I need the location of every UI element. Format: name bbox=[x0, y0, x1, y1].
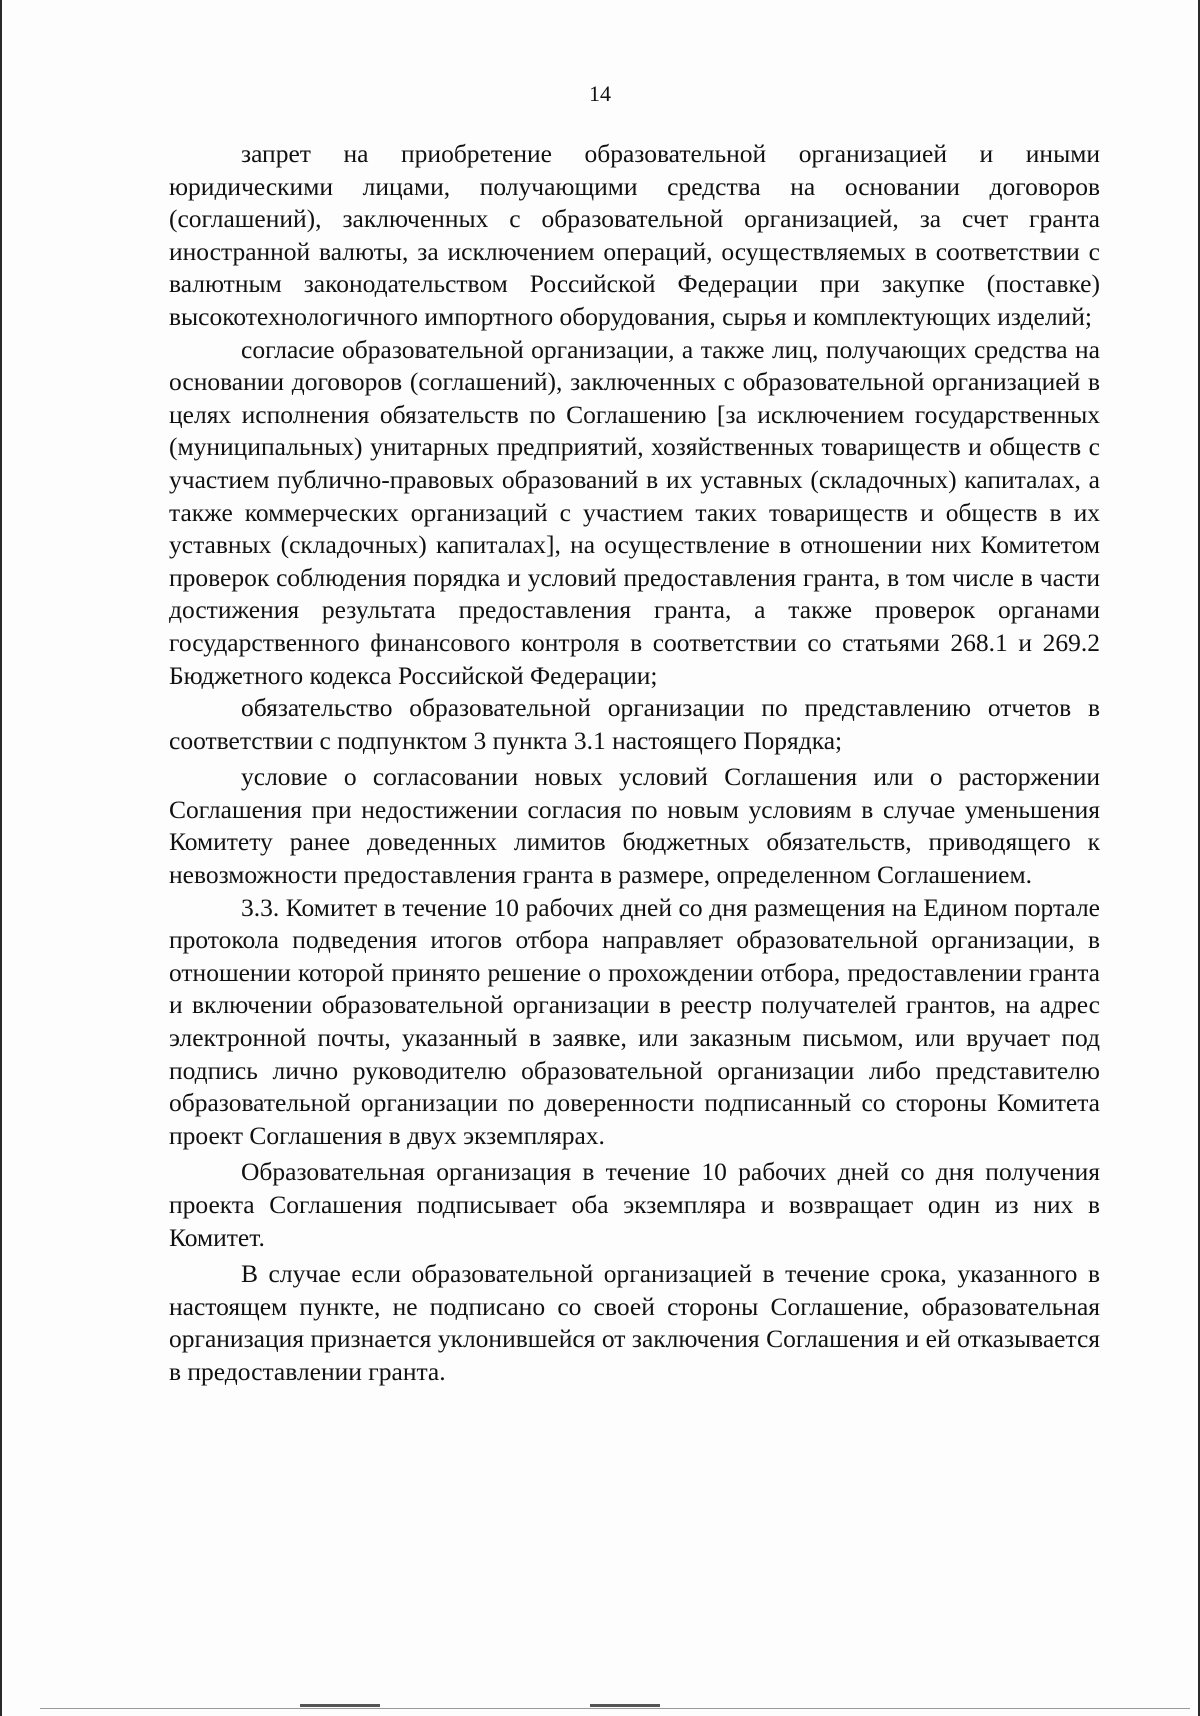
paragraph-section-3-3: 3.3. Комитет в течение 10 рабочих дней со дня размещения на Едином портале протокола подведения итогов отбора направляет образовательной организации, в отношении которой принято решение о прохождении отбора, предоставлении гранта и включении образовательной организации в реестр получателей грантов, на адрес электронной почты, указанный в заявке, или заказным письмом, или вручает под подпись лично руководителю образовательной организации либо представителю образовательной организации по доверенности подписанный со стороны Комитета проект Соглашения в двух экземплярах. bbox=[169, 892, 1100, 1150]
document-body bbox=[169, 138, 1100, 1389]
scan-bottom-line bbox=[40, 1708, 1190, 1709]
paragraph-currency-ban: запрет на приобретение образовательной организацией и иными юридическими лицами, получающими средства на основании договоров (соглашений), заключенных с образовательной организацией, за счет гранта иностранной валюты, за исключением операций, осуществляемых в соответствии с валютным законодательством Российской Федерации при закупке (поставке) высокотехнологичного импортного оборудования, сырья и комплектующих изделий; bbox=[169, 139, 1100, 331]
paragraph-reporting-obligation: обязательство образовательной организации по представлению отчетов в соответствии с подпунктом 3 пункта 3.1 настоящего Порядка; bbox=[169, 693, 1100, 755]
page-number: 14 bbox=[589, 81, 611, 106]
scan-edge-left bbox=[0, 0, 2, 1716]
scan-bottom-mark bbox=[300, 1704, 380, 1707]
scan-bottom-mark bbox=[590, 1704, 660, 1707]
paragraph-new-terms-condition: условие о согласовании новых условий Соглашения или о расторжении Соглашения при недостижении согласия по новым условиям в случае уменьшения Комитету ранее доведенных лимитов бюджетных обязательств, приводящего к невозможности предоставления гранта в размере, определенном Соглашением. bbox=[169, 762, 1100, 890]
paragraph-signing: Образовательная организация в течение 10 рабочих дней со дня получения проекта Соглашения подписывает оба экземпляра и возвращает один из них в Комитет. bbox=[169, 1157, 1100, 1252]
paragraph-evasion: В случае если образовательной организацией в течение срока, указанного в настоящем пункте, не подписано со своей стороны Соглашение, образовательная организация признается уклонившейся от заключения Соглашения и ей отказывается в предоставлении гранта. bbox=[169, 1259, 1100, 1386]
paragraph-audit-consent: согласие образовательной организации, а также лиц, получающих средства на основании договоров (соглашений), заключенных с образовательной организацией в целях исполнения обязательств по Соглашению [за исключением государственных (муниципальных) унитарных предприятий, хозяйственных товариществ и обществ с участием публично-правовых образований в их уставных (складочных) капиталах, а также коммерческих организаций с участием таких товариществ и обществ в их уставных (складочных) капиталах], на осуществление в отношении них Комитетом проверок соблюдения порядка и условий предоставления гранта, в том числе в части достижения результата предоставления гранта, а также проверок органами государственного финансового контроля в соответствии со статьями 268.1 и 269.2 Бюджетного кодекса Российской Федерации; bbox=[169, 334, 1100, 690]
